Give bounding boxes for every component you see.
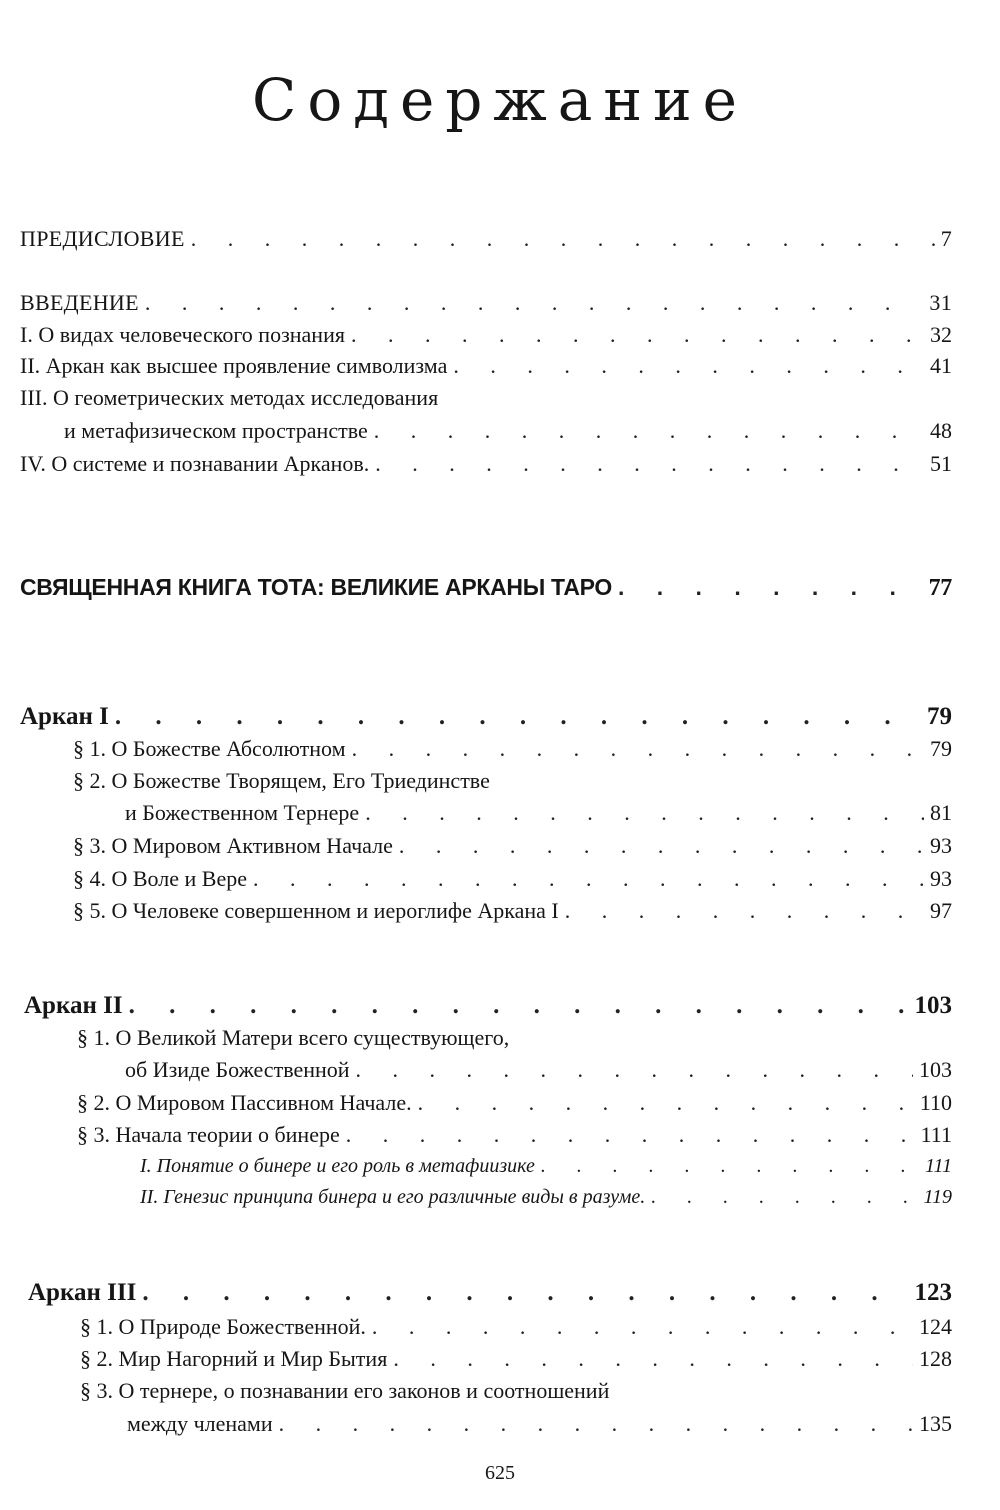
entry-page: 111 xyxy=(924,1155,952,1177)
toc-entry[interactable] xyxy=(20,322,952,348)
leader-dots xyxy=(418,1090,914,1116)
leader-dots xyxy=(372,1314,913,1340)
entry-label: Аркан III xyxy=(28,1279,137,1306)
entry-label: ПРЕДИСЛОВИЕ xyxy=(20,226,185,251)
entry-page: 103 xyxy=(919,1057,952,1082)
toc-entry-arcanum-3[interactable] xyxy=(28,1279,952,1307)
entry-label: I. Понятие о бинере и его роль в метафиизике xyxy=(140,1155,535,1177)
entry-label-cont: и Божественном Тернере xyxy=(125,800,360,825)
leader-dots xyxy=(279,1411,913,1437)
toc-entry-preface[interactable] xyxy=(20,226,952,252)
toc-entry[interactable] xyxy=(77,1090,952,1116)
leader-dots xyxy=(129,992,909,1020)
entry-label: § 2. О Мировом Пассивном Начале. xyxy=(77,1090,412,1115)
toc-entry-label-line xyxy=(73,768,952,794)
leader-dots xyxy=(145,290,924,316)
entry-page: 41 xyxy=(930,353,952,378)
leader-dots xyxy=(651,1186,917,1209)
entry-label: § 2. О Божестве Творящем, Его Триединстве xyxy=(73,768,490,793)
entry-page: 123 xyxy=(914,1279,952,1306)
leader-dots xyxy=(393,1346,913,1372)
entry-label-cont: и метафизическом пространстве xyxy=(64,418,368,443)
entry-label: § 3. Начала теории о бинере xyxy=(77,1122,340,1147)
entry-label: СВЯЩЕННАЯ КНИГА ТОТА: ВЕЛИКИЕ АРКАНЫ ТАРО xyxy=(20,574,612,600)
entry-page: 79 xyxy=(927,703,952,730)
toc-entry[interactable] xyxy=(125,800,952,826)
toc-subentry[interactable] xyxy=(140,1155,952,1178)
leader-dots xyxy=(351,322,924,348)
entry-page: 93 xyxy=(930,833,952,858)
toc-entry[interactable] xyxy=(80,1314,952,1340)
entry-label: § 3. О Мировом Активном Начале xyxy=(73,833,393,858)
leader-dots xyxy=(565,898,924,924)
toc-entry[interactable] xyxy=(125,1057,952,1083)
entry-page: 79 xyxy=(930,736,952,761)
entry-label: III. О геометрических методах исследования xyxy=(20,385,439,410)
toc-entry[interactable] xyxy=(77,1122,952,1148)
entry-label-cont: между членами xyxy=(127,1411,273,1436)
entry-label: § 5. О Человеке совершенном и иероглифе Аркана I xyxy=(73,898,559,923)
entry-page: 135 xyxy=(919,1411,952,1436)
entry-label: ВВЕДЕНИЕ xyxy=(20,290,139,315)
entry-label: § 4. О Воле и Вере xyxy=(73,866,247,891)
toc-entry[interactable] xyxy=(127,1411,952,1437)
leader-dots xyxy=(352,736,924,762)
entry-page: 93 xyxy=(930,866,952,891)
toc-entry[interactable] xyxy=(80,1346,952,1372)
entry-page: 124 xyxy=(919,1314,952,1339)
entry-page: 103 xyxy=(914,992,952,1019)
entry-label: Аркан I xyxy=(20,703,109,730)
toc-entry-label-line xyxy=(77,1025,952,1051)
leader-dots xyxy=(253,866,924,892)
toc-entry[interactable] xyxy=(73,866,952,892)
toc-entry-intro[interactable] xyxy=(20,290,952,316)
entry-page: 81 xyxy=(930,800,952,825)
entry-label: § 1. О Божестве Абсолютном xyxy=(73,736,346,761)
leader-dots xyxy=(365,800,924,826)
leader-dots xyxy=(453,353,924,379)
entry-page: 7 xyxy=(940,226,952,251)
entry-label: Аркан II xyxy=(24,992,123,1019)
toc-entry[interactable] xyxy=(73,736,952,762)
leader-dots xyxy=(375,451,924,477)
entry-label: § 2. Мир Нагорний и Мир Бытия xyxy=(80,1346,388,1371)
entry-page: 97 xyxy=(930,898,952,923)
entry-label: § 3. О тернере, о познавании его законов и соотношений xyxy=(80,1378,610,1403)
leader-dots xyxy=(618,574,923,601)
entry-label: II. Генезис принципа бинера и его различные виды в разуме. xyxy=(140,1186,646,1208)
toc-entry[interactable] xyxy=(20,451,952,477)
toc-entry-book[interactable] xyxy=(20,574,952,602)
leader-dots xyxy=(541,1155,919,1178)
leader-dots xyxy=(374,418,924,444)
toc-subentry[interactable] xyxy=(140,1186,952,1209)
page-title: Содержание xyxy=(251,66,749,134)
toc-entry[interactable] xyxy=(73,898,952,924)
entry-label: IV. О системе и познавании Арканов. xyxy=(20,451,370,476)
leader-dots xyxy=(191,226,935,252)
entry-label: I. О видах человеческого познания xyxy=(20,322,345,347)
toc-entry[interactable] xyxy=(64,418,952,444)
entry-label: § 1. О Великой Матери всего существующего, xyxy=(77,1025,510,1050)
entry-label-cont: об Изиде Божественной xyxy=(125,1057,350,1082)
entry-label: II. Аркан как высшее проявление символизма xyxy=(20,353,448,378)
leader-dots xyxy=(346,1122,915,1148)
leader-dots xyxy=(115,703,921,731)
leader-dots xyxy=(399,833,924,859)
entry-label: § 1. О Природе Божественной. xyxy=(80,1314,366,1339)
toc-entry-arcanum-2[interactable] xyxy=(24,992,952,1020)
toc-entry[interactable] xyxy=(20,353,952,379)
entry-page: 51 xyxy=(930,451,952,476)
entry-page: 77 xyxy=(928,575,952,601)
entry-page: 128 xyxy=(919,1346,952,1371)
entry-page: 31 xyxy=(929,290,952,315)
toc-entry-label-line xyxy=(80,1378,952,1404)
toc-entry-arcanum-1[interactable] xyxy=(20,703,952,731)
leader-dots xyxy=(356,1057,913,1083)
entry-page: 48 xyxy=(930,418,952,443)
page-number: 625 xyxy=(485,1462,515,1484)
entry-page: 110 xyxy=(919,1090,952,1115)
entry-page: 119 xyxy=(923,1186,952,1208)
leader-dots xyxy=(142,1279,908,1307)
toc-entry-label-line xyxy=(20,385,952,411)
toc-entry[interactable] xyxy=(73,833,952,859)
entry-page: 32 xyxy=(930,322,952,347)
entry-page: 111 xyxy=(920,1122,952,1147)
